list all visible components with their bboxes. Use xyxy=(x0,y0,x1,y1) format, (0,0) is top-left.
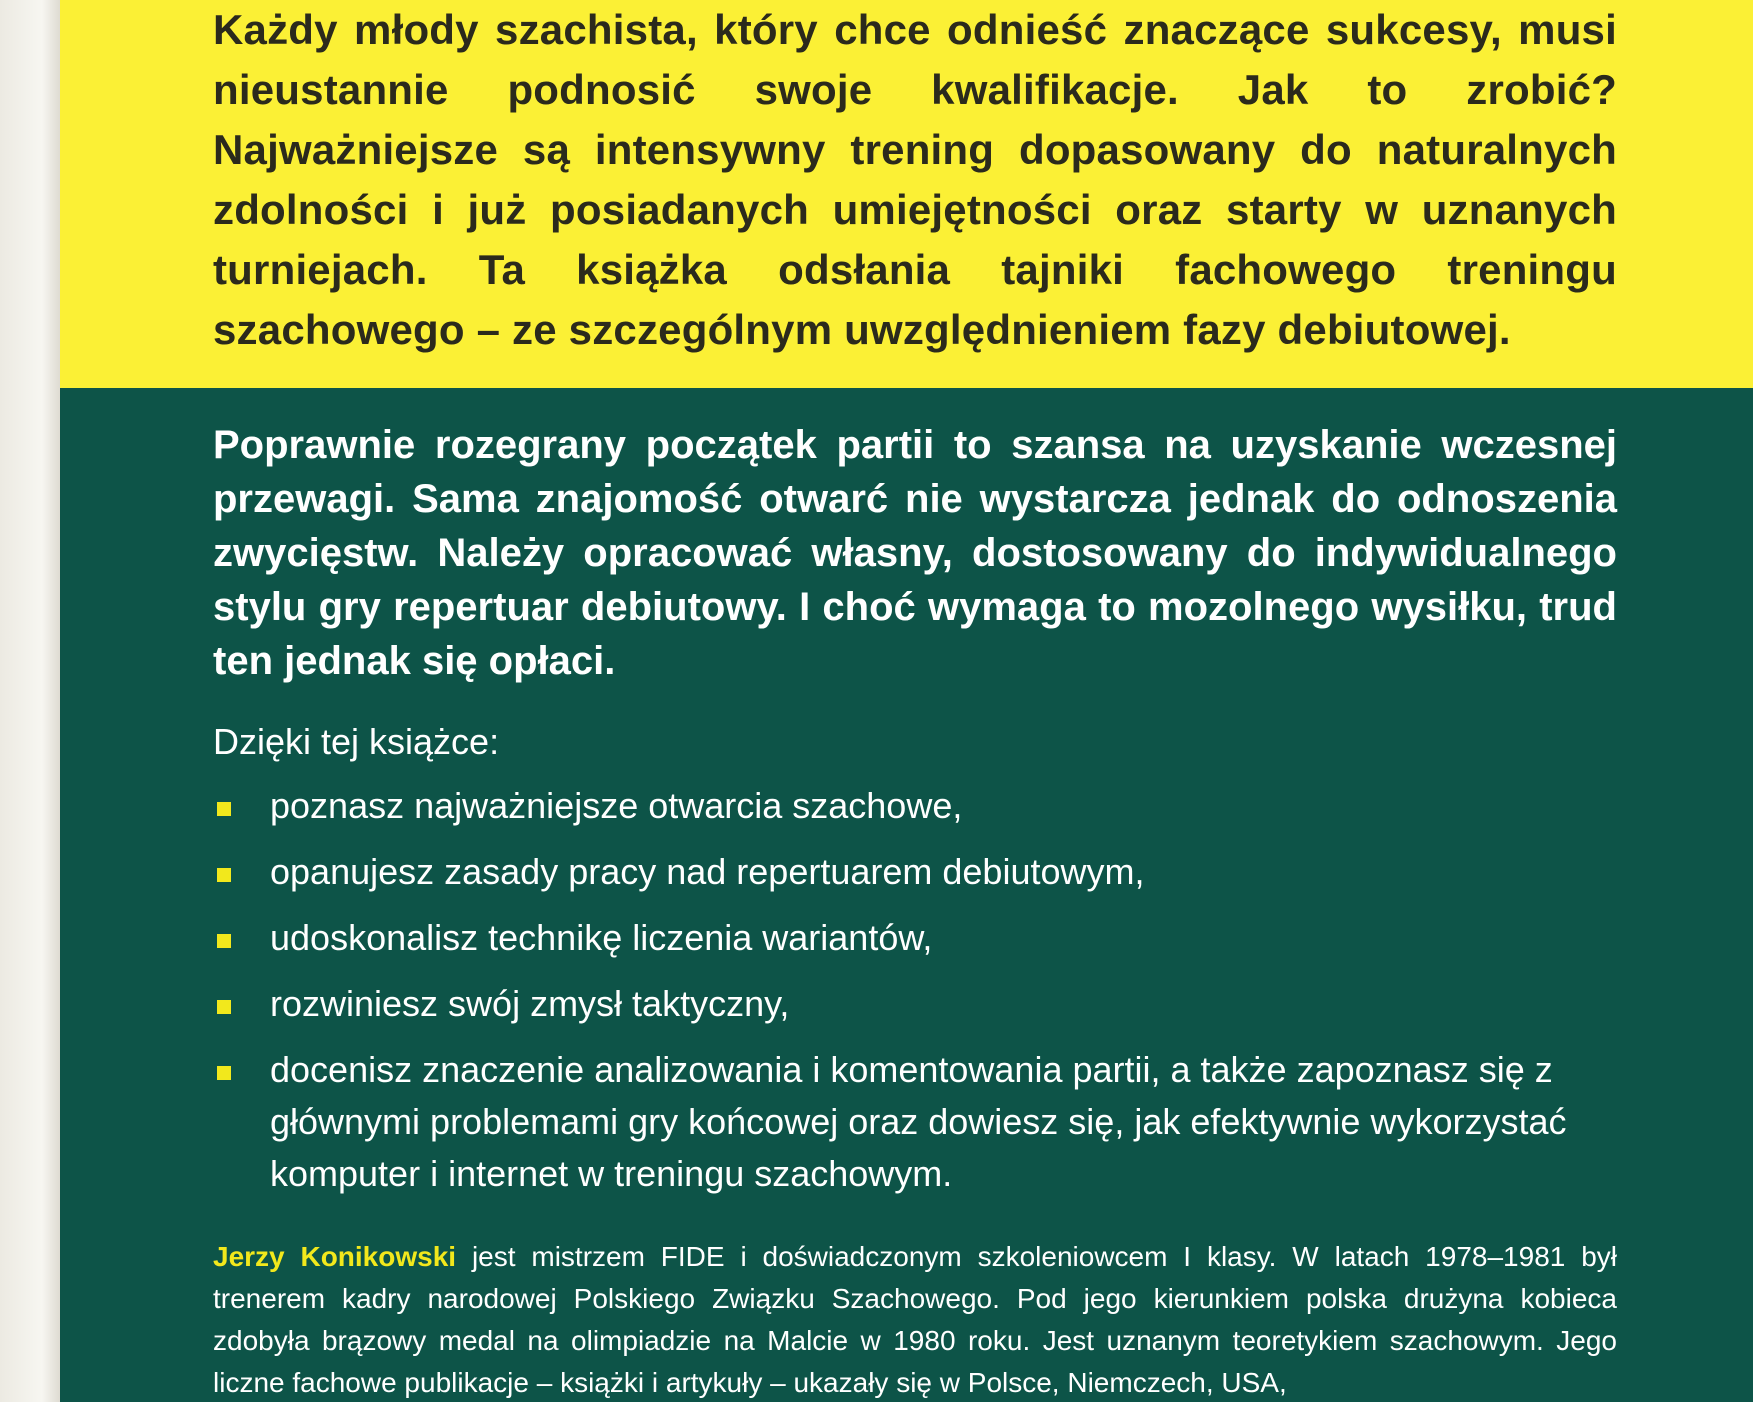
benefit-text: poznasz najważniejsze otwarcia szachowe, xyxy=(270,785,963,826)
benefit-item xyxy=(213,780,1623,832)
author-name: Jerzy Konikowski xyxy=(213,1241,457,1272)
book-back-cover xyxy=(60,0,1753,1402)
author-bio xyxy=(213,1236,1617,1402)
intro-panel xyxy=(60,0,1753,388)
square-bullet-icon xyxy=(217,934,231,948)
lead-paragraph: Poprawnie rozegrany początek partii to szansa na uzyskanie wczesnej przewagi. Sama znajomość otwarć nie wystarcza jednak do odnoszenia zwycięstw. Należy opracować własny, dostosowany do indywidualnego stylu gry repertuar debiutowy. I choć wymaga to mozolnego wysiłku, trud ten jednak się opłaci. xyxy=(213,423,1617,683)
square-bullet-icon xyxy=(217,802,231,816)
benefit-text: opanujesz zasady pracy nad repertuarem debiutowym, xyxy=(270,851,1145,892)
benefit-text: docenisz znaczenie analizowania i komentowania partii, a także zapoznasz się z głównymi problemami gry końcowej oraz dowiesz się, jak efektywnie wykorzystać komputer i internet w treningu szachowym. xyxy=(270,1049,1567,1194)
square-bullet-icon xyxy=(217,1066,231,1080)
square-bullet-icon xyxy=(217,868,231,882)
intro-paragraph: Każdy młody szachista, który chce odnieść znaczące sukcesy, musi nieustannie podnosić swoje kwalifikacje. Jak to zrobić? Najważniejsze są intensywny trening dopasowany do naturalnych zdolności i już posiadanych umiejętności oraz starty w uznanych turniejach. Ta książka odsłania tajniki fachowego treningu szachowego – ze szczególnym uwzględnieniem fazy debiutowej. xyxy=(213,6,1617,353)
benefit-item xyxy=(213,978,1623,1030)
benefit-item xyxy=(213,912,1623,964)
book-spine-edge xyxy=(0,0,60,1402)
benefit-item xyxy=(213,1044,1623,1200)
benefits-title: Dzięki tej książce: xyxy=(213,721,500,762)
benefits-list xyxy=(213,780,1623,1214)
benefit-item xyxy=(213,846,1623,898)
square-bullet-icon xyxy=(217,1000,231,1014)
benefit-text: udoskonalisz technikę liczenia wariantów, xyxy=(270,917,933,958)
author-bio-text: jest mistrzem FIDE i doświadczonym szkoleniowcem I klasy. W latach 1978–1981 był trenerem kadry narodowej Polskiego Związku Szachowego. Pod jego kierunkiem polska drużyna kobieca zdobyła brązowy medal na olimpiadzie na Malcie w 1980 roku. Jest uznanym teoretykiem szachowym. Jego liczne fachowe publikacje – książki i artykuły – ukazały się w Polsce, Niemczech, USA, xyxy=(213,1241,1617,1398)
benefit-text: rozwiniesz swój zmysł taktyczny, xyxy=(270,983,790,1024)
